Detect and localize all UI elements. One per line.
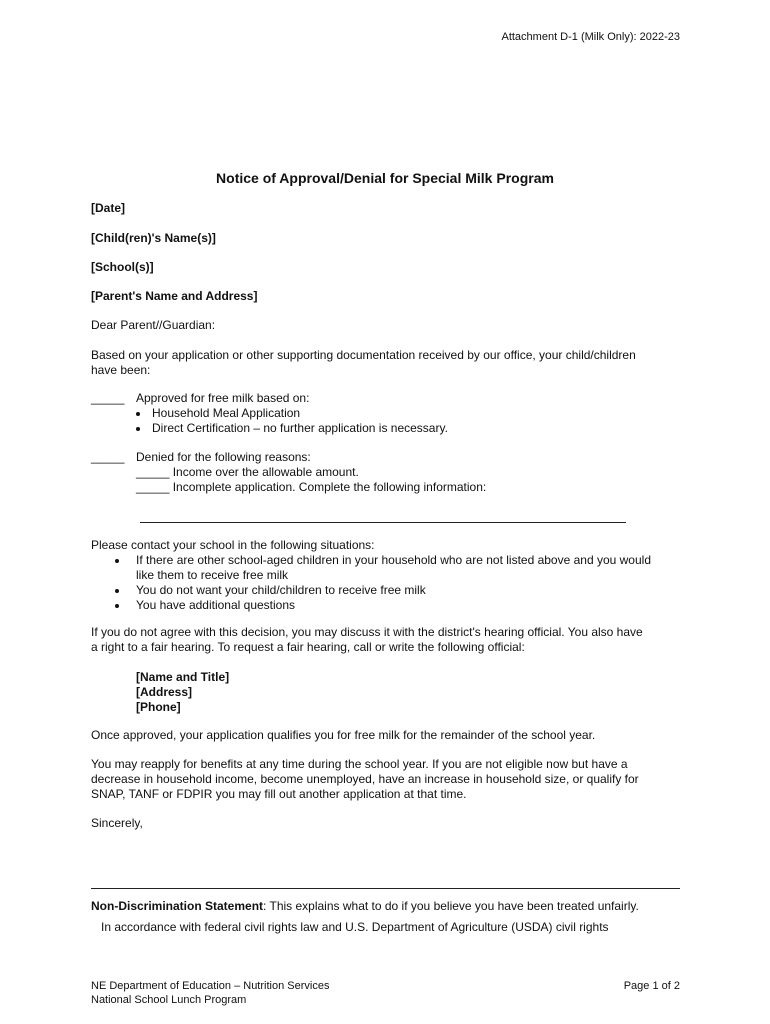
reapply-line: You may reapply for benefits at any time during the school year. If you are not eligible now but have a <box>91 757 628 771</box>
closing: Sincerely, <box>91 816 143 830</box>
denied-reason-incomplete[interactable]: _____ Incomplete application. Complete the following information: <box>136 480 487 494</box>
school-placeholder: [School(s)] <box>91 260 154 274</box>
denied-checkbox-blank[interactable]: _____ <box>91 450 125 464</box>
list-item: You do not want your child/children to receive free milk <box>136 583 681 598</box>
reapply-line: decrease in household income, become unemployed, have an increase in household size, or qualify for <box>91 772 639 786</box>
nondiscrimination-body: In accordance with federal civil rights law and U.S. Department of Agriculture (USDA) civil rights <box>101 920 609 934</box>
nondiscrimination-text: : This explains what to do if you believe you have been treated unfairly. <box>263 899 639 913</box>
contact-list <box>91 553 681 613</box>
bullet-icon <box>115 559 119 563</box>
hearing-line: a right to a fair hearing. To request a fair hearing, call or write the following official: <box>91 640 525 654</box>
reapply-line: SNAP, TANF or FDPIR you may fill out another application at that time. <box>91 787 467 801</box>
hearing-paragraph <box>91 625 681 655</box>
hearing-line: If you do not agree with this decision, you may discuss it with the district's hearing official. You also have <box>91 625 643 639</box>
information-field-line[interactable] <box>140 522 626 523</box>
page-title: Notice of Approval/Denial for Special Milk Program <box>216 170 554 186</box>
list-item: You have additional questions <box>136 598 681 613</box>
official-address: [Address] <box>136 685 193 699</box>
salutation: Dear Parent//Guardian: <box>91 318 216 332</box>
approved-list <box>91 406 681 436</box>
approved-checkbox-blank[interactable]: _____ <box>91 391 125 405</box>
date-placeholder: [Date] <box>91 201 126 215</box>
official-block <box>136 670 229 715</box>
intro-paragraph <box>91 348 681 378</box>
reapply-paragraph <box>91 757 681 802</box>
official-phone: [Phone] <box>136 700 181 714</box>
intro-line: Based on your application or other supporting documentation received by our office, your child/children <box>91 348 636 362</box>
parent-placeholder: [Parent's Name and Address] <box>91 289 258 303</box>
nondiscrimination-heading <box>91 899 681 914</box>
list-item: Direct Certification – no further application is necessary. <box>152 421 681 436</box>
bullet-icon <box>136 412 140 416</box>
bullet-icon <box>115 604 119 608</box>
approved-section <box>91 391 681 436</box>
denied-label: Denied for the following reasons: <box>136 450 311 464</box>
children-placeholder: [Child(ren)'s Name(s)] <box>91 231 216 245</box>
approved-label: Approved for free milk based on: <box>136 391 310 405</box>
bullet-icon <box>115 589 119 593</box>
official-name: [Name and Title] <box>136 670 230 684</box>
footer-line: National School Lunch Program <box>91 994 247 1006</box>
footer-line: NE Department of Education – Nutrition Services <box>91 980 330 992</box>
intro-line: have been: <box>91 363 151 377</box>
denied-section <box>91 450 681 495</box>
approved-note: Once approved, your application qualifies you for free milk for the remainder of the school year. <box>91 728 596 742</box>
denied-reason-income[interactable]: _____ Income over the allowable amount. <box>136 465 359 479</box>
bullet-icon <box>136 427 140 431</box>
section-divider <box>91 888 680 889</box>
list-item: Household Meal Application <box>152 406 681 421</box>
page-number: Page 1 of 2 <box>623 980 680 992</box>
nondiscrimination-label: Non-Discrimination Statement <box>91 899 264 913</box>
contact-section <box>91 538 681 613</box>
contact-lead: Please contact your school in the following situations: <box>91 538 375 552</box>
attachment-header: Attachment D-1 (Milk Only): 2022-23 <box>501 31 680 43</box>
list-item-continuation: like them to receive free milk <box>136 568 289 582</box>
footer-organization <box>91 979 329 1007</box>
list-item: If there are other school-aged children in your household who are not listed above and you would <box>136 553 681 568</box>
